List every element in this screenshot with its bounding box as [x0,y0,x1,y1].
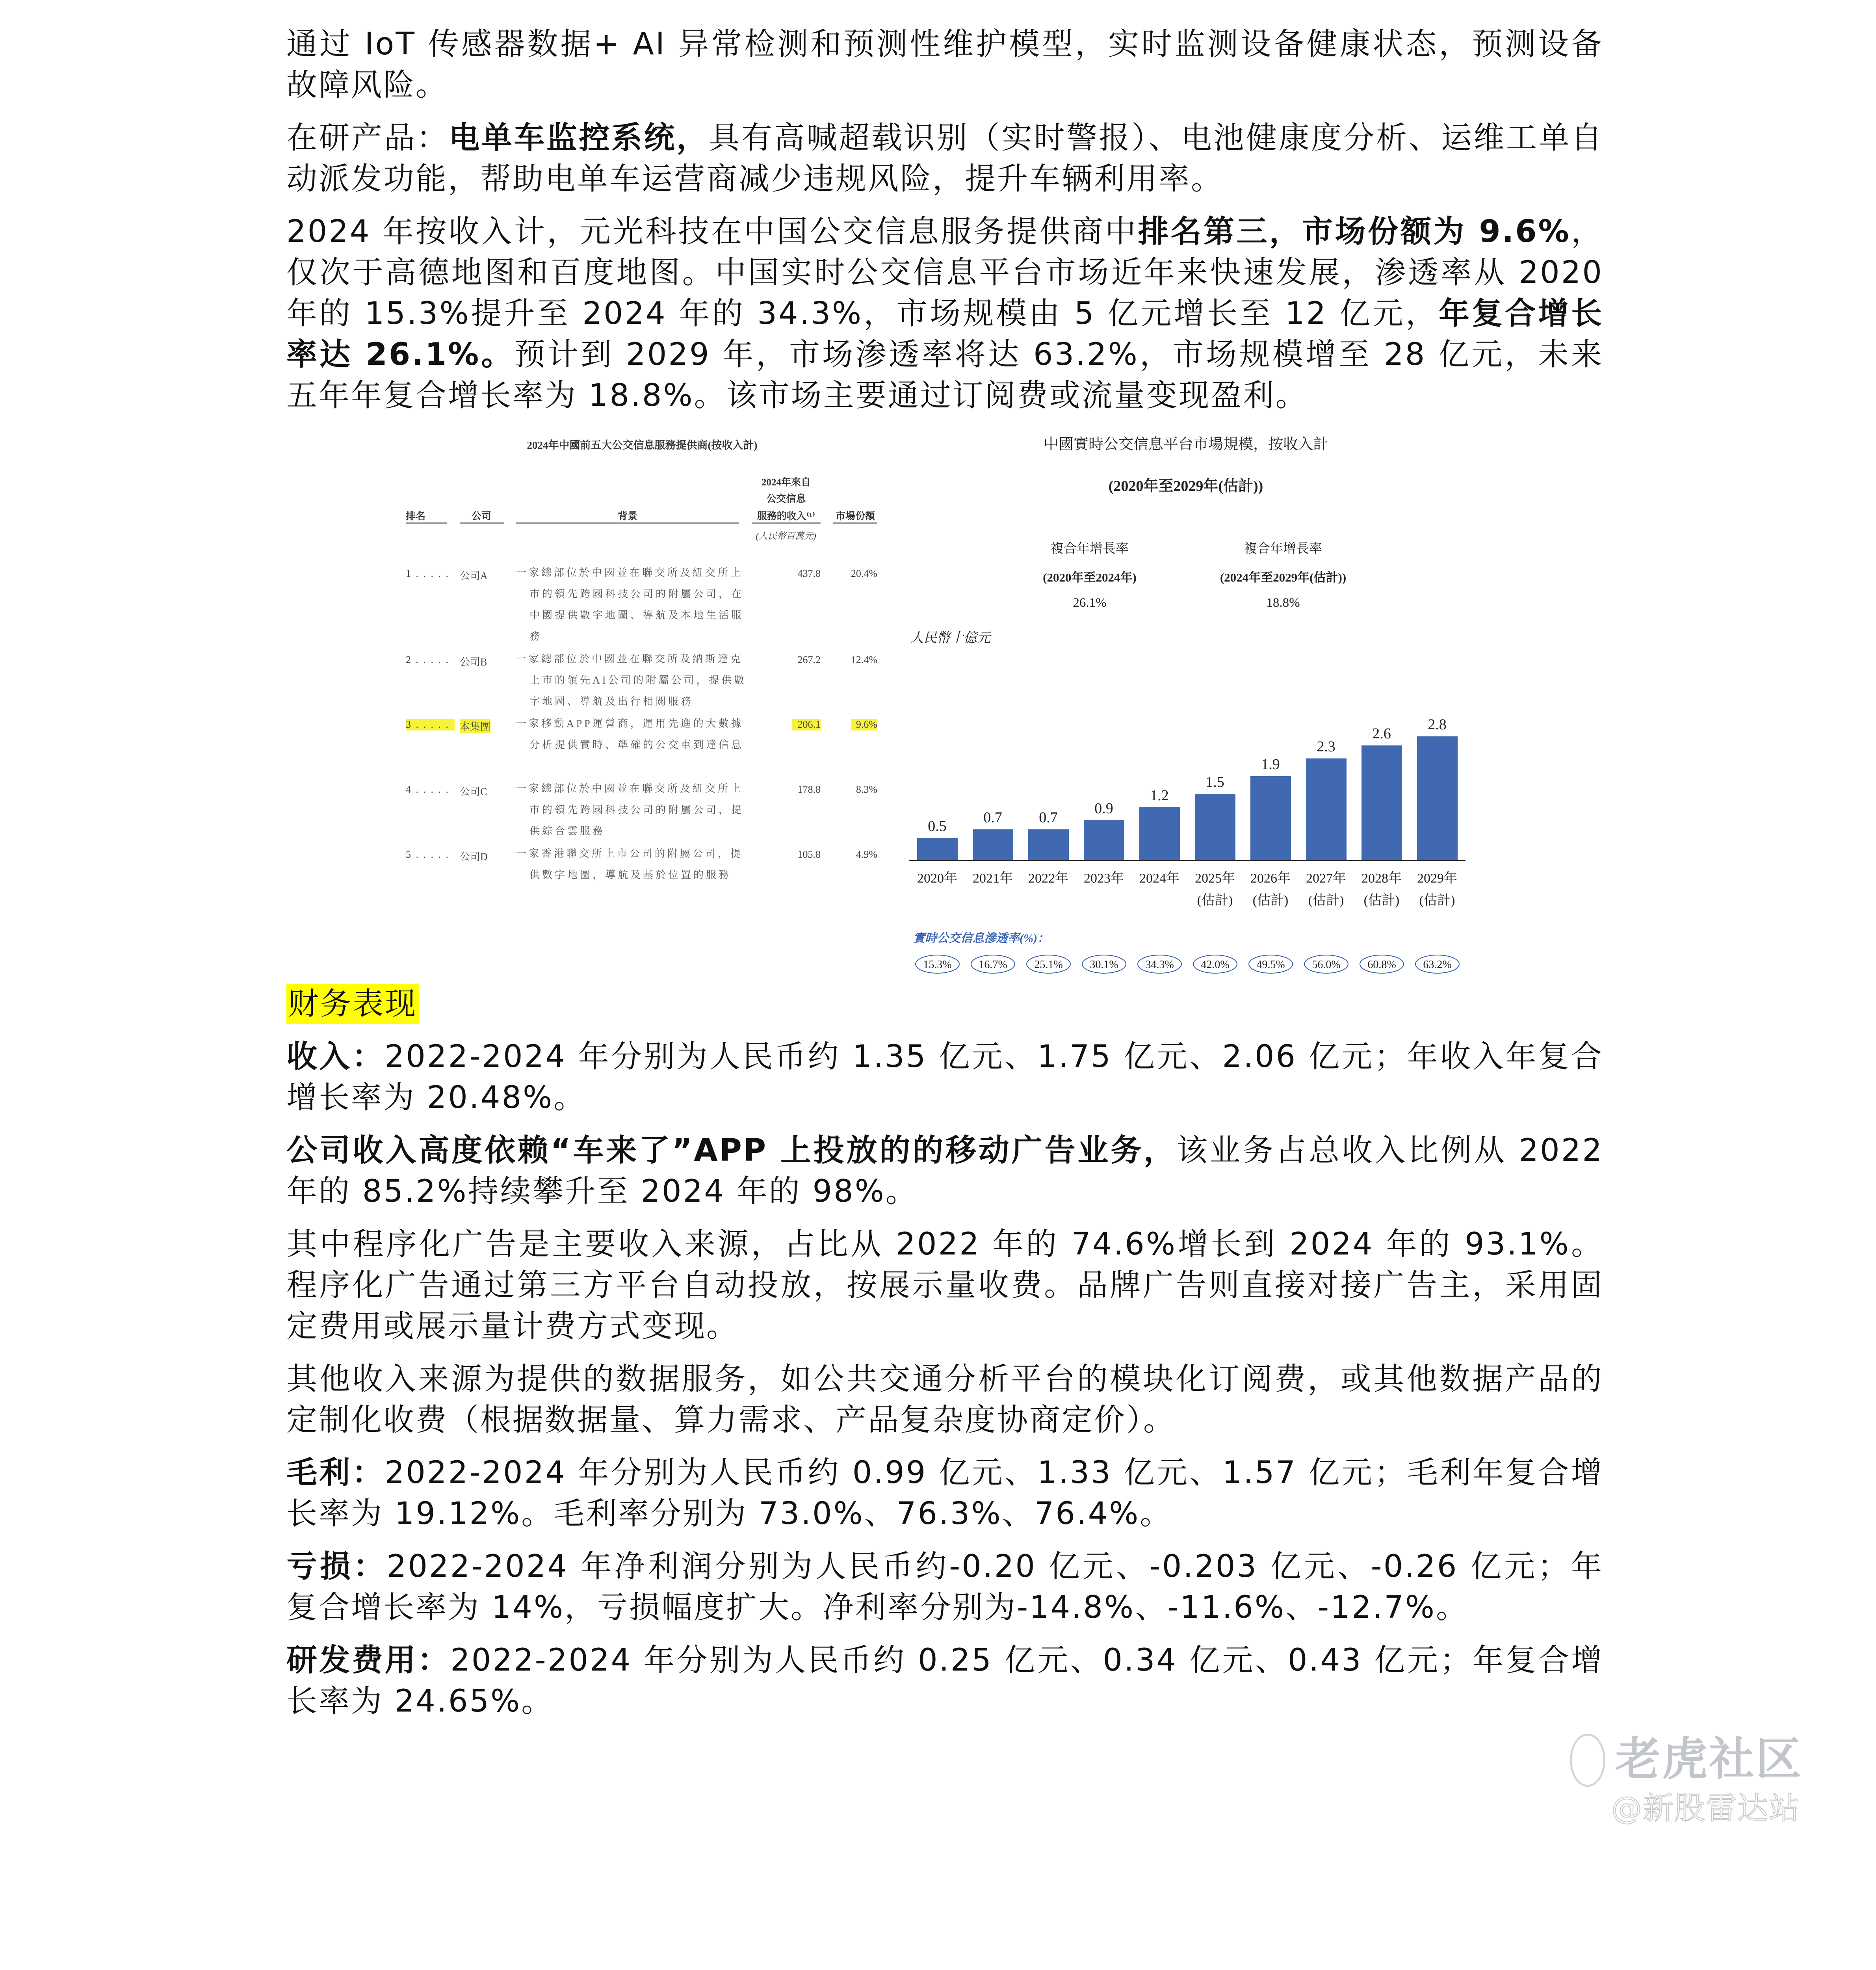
header-unit: (人民幣百萬元) [756,531,816,541]
x-tick-label: 2022年 [1028,871,1068,886]
cagr-label: 複合年增長率 [1244,541,1322,556]
table-cell-share: 4.9% [856,849,877,860]
watermark-brand: 老虎社区 [1615,1733,1803,1786]
text: 2022-2024 年净利润分别为人民币约-0.20 亿元、-0.203 亿元、-0.26 亿元；年复合增长率为 14%，亏损幅度扩大。净利率分别为-14.8%、-11.6%、-12.7%。 [286,1549,1603,1625]
bar-2024年 [1139,807,1180,860]
table-cell-background: 一家總部位於中國並在聯交所及納斯達克上市的領先AI公司的附屬公司，提供數字地圖、導航及出行相關服務 [516,653,747,707]
bar-value-label: 1.9 [1261,756,1280,773]
x-tick-label: 2027年 [1306,871,1346,886]
penetration-rate-badge: 56.0% [1304,955,1348,974]
bold-label: 亏损： [286,1549,387,1584]
paragraph-gross-profit [286,1452,1603,1534]
watermark-handle: @新股雷达站 [1611,1791,1801,1826]
bar-2027年 [1306,758,1347,860]
table-cell-background: 一家移動APP運營商，運用先進的大數據分析提供實時、準確的公交車到達信息 [516,718,744,751]
penetration-rate-badge: 42.0% [1193,955,1237,974]
paragraph-loss [286,1546,1603,1628]
bold-text: 排名第三，市场份额为 9.6% [1138,214,1571,249]
table-cell-revenue: 267.2 [797,654,821,665]
bar-value-label: 2.8 [1428,716,1447,733]
chart-title: 中國實時公交信息平台市場規模，按收入計 [1043,435,1328,453]
header-share: 市場份額 [835,511,875,522]
paragraph-other-revenue: 其他收入来源为提供的数据服务，如公共交通分析平台的模块化订阅费，或其他数据产品的定制化收费（根据数据量、算力需求、产品复杂度协商定价）。 [286,1361,1603,1438]
penetration-rate-badge: 63.2% [1415,955,1460,974]
header-underline [516,522,739,524]
table-cell-company: 公司D [460,851,488,862]
text: 2022-2024 年分别为人民币约 0.99 亿元、1.33 亿元、1.57 亿元；毛利年复合增长率为 19.12%。毛利率分别为 73.0%、76.3%、76.4%。 [286,1455,1603,1531]
bar-2022年 [1028,829,1069,860]
table-cell-share: 8.3% [856,784,877,795]
bold-label: 收入： [286,1039,385,1074]
paragraph-market [286,211,1603,416]
x-tick-label: 2021年 [973,871,1013,886]
paragraph-ads [286,1130,1603,1212]
text: 2022-2024 年分别为人民币约 0.25 亿元、0.34 亿元、0.43 亿元；年复合增长率为 24.65%。 [286,1643,1603,1719]
paragraph-revenue [286,1036,1603,1118]
header-underline [752,522,821,524]
figure-area [0,428,1876,976]
table-cell-rank: 5 . . . . . [406,849,449,860]
watermark [0,1734,1876,1828]
chart-subtitle: (2020年至2029年(估計)) [1108,478,1263,494]
bold-label: 研发费用： [286,1643,451,1678]
header-background: 背景 [617,511,637,522]
paragraph-programmatic: 其中程序化广告是主要收入来源，占比从 2022 年的 74.6%增长到 2024 年的 93.1%。程序化广告通过第三方平台自动投放，按展示量收费。品牌广告则直接对接广告主，采用固定费用或展示量计费方式变现。 [286,1227,1603,1344]
header-revenue-line1: 2024年來自 [761,477,811,488]
bar-2020年 [917,838,958,860]
table-cell-share: 12.4% [851,654,877,665]
table-cell-background: 一家總部位於中國並在聯交所及紐交所上市的領先跨國科技公司的附屬公司，在中國提供數字地圖、導航及本地生活服務 [516,567,744,642]
bold-text: 公司收入高度依赖“车来了”APP 上投放的的移动广告业务， [286,1133,1177,1168]
table-cell-background: 一家總部位於中國並在聯交所及紐交所上市的領先跨國科技公司的附屬公司，提供綜合雲服務 [516,783,744,837]
bar-value-label: 1.2 [1150,787,1169,804]
table-cell-company: 公司A [460,570,488,582]
x-tick-label: 2029年 [1417,871,1457,886]
table-cell-share: 9.6% [851,719,877,730]
y-axis-unit-label: 人民幣十億元 [910,631,990,645]
header-underline [460,522,504,524]
table-cell-company: 本集團 [460,719,490,733]
bar-2021年 [973,829,1013,860]
x-axis-line [909,860,1466,861]
table-cell-background: 一家香港聯交所上市公司的附屬公司，提供數字地圖，導航及基於位置的服務 [516,848,743,881]
table-cell-rank: 1 . . . . . [406,568,449,579]
table-cell-share: 20.4% [851,568,877,579]
x-tick-estimate-note: (估計) [1363,893,1400,908]
table-cell-company: 公司B [460,656,487,668]
paragraph-iot: 通过 IoT 传感器数据+ AI 异常检测和预测性维护模型，实时监测设备健康状态，预测设备故障风险。 [286,26,1603,103]
header-company: 公司 [471,511,491,522]
tiger-logo-icon [1570,1734,1605,1787]
penetration-label: 實時公交信息滲透率(%)： [913,932,1049,945]
highlighted-heading: 财务表现 [286,984,419,1024]
text: 在研产品： [286,120,449,156]
penetration-rate-badge: 16.7% [971,955,1015,974]
header-rank: 排名 [406,511,426,522]
x-tick-label: 2023年 [1084,871,1124,886]
x-tick-label: 2025年 [1195,871,1235,886]
text: 2022-2024 年分别为人民币约 1.35 亿元、1.75 亿元、2.06 亿元；年收入年复合增长率为 20.48%。 [286,1039,1603,1115]
bar-value-label: 0.7 [983,809,1002,826]
bar-2026年 [1250,776,1291,860]
penetration-rate-badge: 25.1% [1026,955,1071,974]
penetration-rate-badge: 60.8% [1360,955,1404,974]
cagr-period: (2020年至2024年) [1043,571,1137,584]
penetration-rate-badge: 15.3% [915,955,960,974]
bar-2023年 [1084,820,1124,860]
cagr-value: 26.1% [1073,596,1107,610]
table-cell-revenue: 178.8 [797,784,821,795]
table-cell-rank: 4 . . . . . [406,784,449,795]
bold-label: 毛利： [286,1455,385,1491]
penetration-rate-badge: 30.1% [1082,955,1126,974]
x-tick-label: 2024年 [1139,871,1179,886]
x-tick-label: 2020年 [917,871,957,886]
x-tick-label: 2026年 [1250,871,1291,886]
x-tick-estimate-note: (估計) [1419,893,1455,908]
text: 具有高喊超载识别（实时警报）、电池健康度分析、运维工单自动派发功能，帮助电单车运营商减少违规风险，提升车辆利用率。 [286,120,1603,197]
penetration-rate-badge: 34.3% [1137,955,1182,974]
text: ，仅次于高德地图和百度地图。中国实时公交信息平台市场近年来快速发展，渗透率从 2020 年的 15.3%提升至 2024 年的 34.3%，市场规模由 5 亿元增长至 12 亿元， [286,214,1603,331]
text: 2024 年按收入计，元光科技在中国公交信息服务提供商中 [286,214,1138,249]
text: 预计到 2029 年，市场渗透率将达 63.2%，市场规模增至 28 亿元，未来五年年复合增长率为 18.8%。该市场主要通过订阅费或流量变现盈利。 [286,337,1604,413]
table-cell-revenue: 105.8 [797,849,821,860]
header-underline [406,522,447,524]
text: 该业务占总收入比例从 2022 年的 85.2%持续攀升至 2024 年的 98%。 [286,1133,1603,1209]
x-tick-label: 2028年 [1361,871,1402,886]
table-cell-revenue: 437.8 [797,568,821,579]
bar-value-label: 2.3 [1317,738,1335,755]
bar-2029年 [1417,736,1458,860]
bar-value-label: 0.5 [928,818,947,834]
x-tick-estimate-note: (估計) [1197,893,1233,908]
bold-text: 电单车监控系统， [449,120,709,156]
x-tick-estimate-note: (估計) [1252,893,1289,908]
table-cell-company: 公司C [460,786,487,797]
header-revenue-line2: 公交信息 [766,494,806,504]
table-cell-rank: 2 . . . . . [406,654,449,665]
header-underline [833,522,877,524]
bold-text: 年复合增长率达 26.1%。 [286,296,1603,372]
bar-2028年 [1361,745,1402,860]
cagr-period: (2024年至2029年(估計)) [1220,571,1347,584]
table-cell-rank: 3 . . . . . [406,719,455,730]
table-title: 2024年中國前五大公交信息服務提供商(按收入計) [527,439,758,451]
paragraph-rd-expense [286,1640,1603,1722]
section-heading-finance [286,983,1603,1024]
bar-value-label: 0.7 [1039,809,1058,826]
bar-value-label: 2.6 [1372,725,1391,742]
paragraph-product-in-development [286,117,1603,199]
bar-2025年 [1195,794,1235,860]
penetration-rate-badge: 49.5% [1248,955,1293,974]
x-tick-estimate-note: (估計) [1308,893,1344,908]
cagr-value: 18.8% [1266,596,1300,610]
cagr-label: 複合年增長率 [1051,541,1129,556]
bar-value-label: 1.5 [1205,774,1224,790]
header-revenue-line3: 服務的收入⁽¹⁾ [757,511,815,522]
table-cell-revenue: 206.1 [792,719,821,730]
bar-value-label: 0.9 [1094,800,1113,817]
